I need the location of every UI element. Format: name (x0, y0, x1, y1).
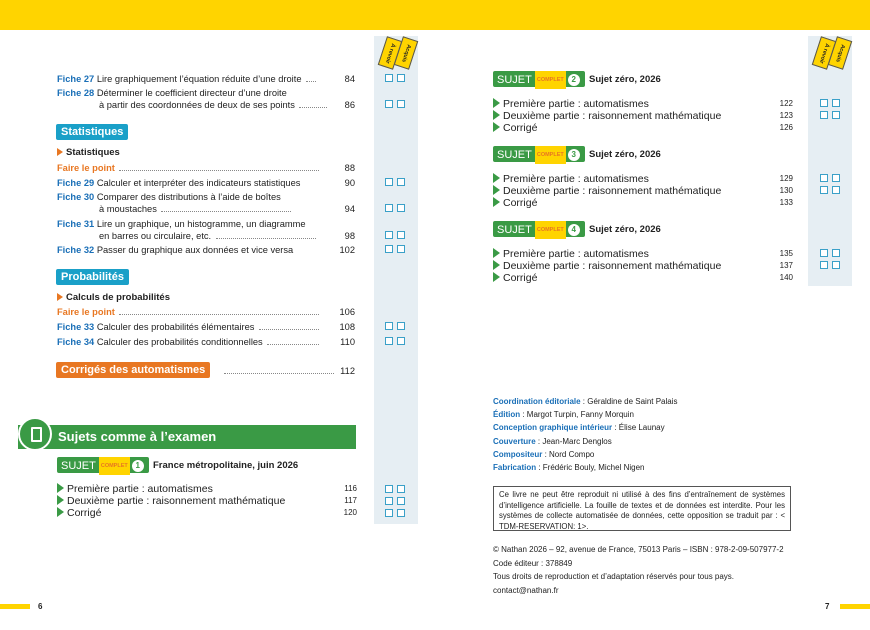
exam-banner: Sujets comme à l’examen (18, 425, 356, 449)
toc-entry-fiche-30[interactable]: Fiche 30 Comparer des distributions à l’aide de boîtes (57, 192, 281, 202)
subheading-statistiques: Statistiques (57, 147, 120, 158)
footer-bar-right (840, 604, 870, 609)
checkbox-acquis[interactable] (397, 231, 405, 239)
checkbox-acquis[interactable] (832, 111, 840, 119)
toc-entry-fiche-32[interactable]: Fiche 32 Passer du graphique aux données et vice versa 102 (57, 245, 355, 255)
checkbox-acquis[interactable] (397, 245, 405, 253)
tab-a-revoir: À revoir (812, 36, 836, 69)
sujet-1-part-2[interactable]: Deuxième partie : raisonnement mathématique 117 (57, 495, 357, 507)
top-yellow-band (0, 0, 870, 30)
toc-entry-fiche-31[interactable]: Fiche 31 Lire un graphique, un histogramme, un diagramme (57, 219, 306, 229)
checkbox-acquis[interactable] (832, 186, 840, 194)
credit-line: Couverture : Jean-Marc Denglos (493, 436, 612, 446)
checkbox-a-revoir[interactable] (385, 100, 393, 108)
checkbox-acquis[interactable] (397, 497, 405, 505)
sujet-4-title: Sujet zéro, 2026 (589, 224, 661, 235)
checkbox-acquis[interactable] (397, 337, 405, 345)
triangle-bullet-icon (57, 293, 63, 301)
sujet-1-title: France métropolitaine, juin 2026 (153, 460, 299, 471)
checkbox-a-revoir[interactable] (820, 99, 828, 107)
sujet-4-part-3[interactable]: Corrigé 140 (493, 272, 793, 284)
checkbox-a-revoir[interactable] (385, 485, 393, 493)
toc-entry-fiche-28[interactable]: Fiche 28 Déterminer le coefficient directeur d’une droite (57, 88, 287, 98)
checkbox-acquis[interactable] (397, 509, 405, 517)
document-icon (18, 417, 52, 451)
sujet-4-badge: SUJET COMPLET 4 (493, 221, 585, 237)
section-heading-corriges[interactable]: Corrigés des automatismes (56, 362, 210, 378)
sujet-2-part-3[interactable]: Corrigé 126 (493, 122, 793, 134)
tab-acquis: Acquis (394, 36, 418, 69)
corriges-page-ref: 112 (222, 365, 355, 377)
sujet-4-part-1[interactable]: Première partie : automatismes 135 (493, 248, 793, 260)
sujet-2-title: Sujet zéro, 2026 (589, 74, 661, 85)
sujet-1-part-3[interactable]: Corrigé 120 (57, 507, 357, 519)
copyright-line: © Nathan 2026 – 92, avenue de France, 75013 Paris – ISBN : 978-2-09-507977-2 (493, 545, 784, 554)
legal-lines (493, 543, 784, 597)
toc-entry-fiche-30-line2: à moustaches 94 (99, 204, 355, 214)
checkbox-acquis[interactable] (397, 322, 405, 330)
checkbox-a-revoir[interactable] (385, 178, 393, 186)
checkbox-acquis[interactable] (397, 485, 405, 493)
page-number-right: 7 (825, 602, 830, 611)
checkbox-a-revoir[interactable] (385, 337, 393, 345)
checkbox-a-revoir[interactable] (385, 74, 393, 82)
checkbox-a-revoir[interactable] (820, 111, 828, 119)
sujet-3-part-1[interactable]: Première partie : automatismes 129 (493, 173, 793, 185)
checkbox-a-revoir[interactable] (820, 249, 828, 257)
checkbox-a-revoir[interactable] (385, 231, 393, 239)
sujet-3-badge: SUJET COMPLET 3 (493, 146, 585, 162)
subheading-calculs-probabilites: Calculs de probabilités (57, 292, 170, 303)
triangle-bullet-icon (57, 495, 64, 505)
checkbox-column-left (374, 36, 418, 524)
checkbox-a-revoir[interactable] (385, 204, 393, 212)
checkbox-acquis[interactable] (832, 249, 840, 257)
section-heading-probabilites: Probabilités (56, 269, 129, 285)
legal-notice-box: Ce livre ne peut être reproduit ni utilisé à des fins d’entraînement de systèmes d’intelligence artificielle. La fouille de textes et de données est interdite. Pour les systèmes de collecte automatisée de données, cette opposition se traduit par : < TDM-RESERVATION: 1>. (493, 486, 791, 531)
toc-entry-fiche-31-line2: en barres ou circulaire, etc. 98 (99, 231, 355, 241)
sujet-4-part-2[interactable]: Deuxième partie : raisonnement mathématique 137 (493, 260, 793, 272)
sujet-2-part-1[interactable]: Première partie : automatismes 122 (493, 98, 793, 110)
checkbox-a-revoir[interactable] (385, 509, 393, 517)
toc-entry-fiche-33[interactable]: Fiche 33 Calculer des probabilités élémentaires 108 (57, 322, 355, 332)
contact-email[interactable]: contact@nathan.fr (493, 585, 559, 595)
checkbox-a-revoir[interactable] (820, 174, 828, 182)
checkbox-a-revoir[interactable] (820, 261, 828, 269)
tab-a-revoir: À revoir (378, 36, 402, 69)
checkbox-a-revoir[interactable] (385, 497, 393, 505)
footer-bar-left (0, 604, 30, 609)
checkbox-a-revoir[interactable] (820, 186, 828, 194)
toc-entry-fiche-27[interactable]: Fiche 27 Lire graphiquement l’équation réduite d’une droite 84 (57, 74, 355, 84)
sujet-3-part-3[interactable]: Corrigé 133 (493, 197, 793, 209)
credit-line: Conception graphique intérieur : Élise Launay (493, 423, 665, 433)
faire-le-point-probabilites[interactable]: Faire le point 106 (57, 307, 355, 317)
tab-acquis: Acquis (828, 36, 852, 69)
checkbox-column-right (808, 36, 852, 286)
toc-entry-fiche-28-line2: à partir des coordonnées de deux de ses points 86 (99, 100, 355, 110)
checkbox-acquis[interactable] (397, 204, 405, 212)
credits-list (493, 395, 678, 474)
toc-entry-fiche-34[interactable]: Fiche 34 Calculer des probabilités conditionnelles 110 (57, 337, 355, 347)
checkbox-a-revoir[interactable] (385, 245, 393, 253)
triangle-bullet-icon (57, 483, 64, 493)
sujet-1-badge: SUJET COMPLET 1 (57, 457, 149, 473)
faire-le-point-statistiques[interactable]: Faire le point 88 (57, 163, 355, 173)
rights-line: Tous droits de reproduction et d’adaptation réservés pour tous pays. (493, 572, 735, 581)
sujet-1-part-1[interactable]: Première partie : automatismes 116 (57, 483, 357, 495)
credit-line: Édition : Margot Turpin, Fanny Morquin (493, 410, 634, 420)
credit-line: Compositeur : Nord Compo (493, 449, 595, 459)
credit-line: Fabrication : Frédéric Bouly, Michel Nigen (493, 463, 645, 473)
section-heading-statistiques: Statistiques (56, 124, 128, 140)
sujet-3-part-2[interactable]: Deuxième partie : raisonnement mathématique 130 (493, 185, 793, 197)
code-editeur-line: Code éditeur : 378849 (493, 558, 573, 568)
sujet-2-part-2[interactable]: Deuxième partie : raisonnement mathématique 123 (493, 110, 793, 122)
sujet-3-title: Sujet zéro, 2026 (589, 149, 661, 160)
tab-badges-right (808, 36, 852, 70)
checkbox-acquis[interactable] (832, 99, 840, 107)
checkbox-acquis[interactable] (397, 74, 405, 82)
tab-badges-left (374, 36, 418, 70)
sujet-2-badge: SUJET COMPLET 2 (493, 71, 585, 87)
checkbox-acquis[interactable] (832, 174, 840, 182)
triangle-bullet-icon (57, 148, 63, 156)
page-number-left: 6 (38, 602, 43, 611)
triangle-bullet-icon (57, 507, 64, 517)
checkbox-acquis[interactable] (397, 100, 405, 108)
toc-entry-fiche-29[interactable]: Fiche 29 Calculer et interpréter des indicateurs statistiques 90 (57, 178, 355, 188)
checkbox-acquis[interactable] (397, 178, 405, 186)
checkbox-a-revoir[interactable] (385, 322, 393, 330)
checkbox-acquis[interactable] (832, 261, 840, 269)
credit-line: Coordination éditoriale : Géraldine de Saint Palais (493, 397, 678, 406)
